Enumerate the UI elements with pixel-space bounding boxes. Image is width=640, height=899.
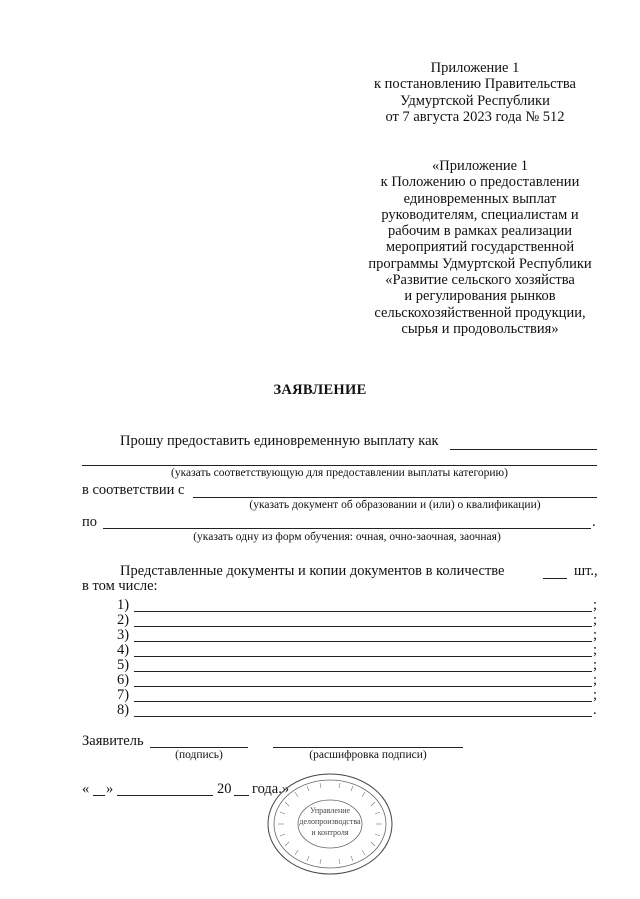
- header-line: руководителям, специалистам и: [381, 206, 579, 223]
- header-line: к Положению о предоставлении: [380, 174, 580, 191]
- header-line: к постановлению Правительства: [374, 76, 576, 93]
- category-field[interactable]: [450, 449, 597, 450]
- document-item-field[interactable]: [134, 686, 592, 687]
- education-document-field[interactable]: [193, 497, 597, 498]
- date-year-suffix: года.»: [252, 781, 290, 797]
- list-item-number: 7): [117, 687, 130, 703]
- header-line: рабочим в рамках реализации: [387, 223, 573, 240]
- list-item-number: 1): [117, 597, 130, 613]
- list-item-end: ;: [593, 642, 598, 658]
- list-item-end: ;: [593, 672, 598, 688]
- list-item-number: 6): [117, 672, 130, 688]
- signature-field[interactable]: [150, 747, 248, 748]
- header-line: сырья и продовольствия»: [401, 320, 559, 337]
- document-item-field[interactable]: [134, 671, 592, 672]
- date-year-prefix: 20: [217, 781, 232, 797]
- study-form-field[interactable]: [103, 528, 591, 529]
- document-item-field[interactable]: [134, 641, 592, 642]
- category-hint: (указать соответствующую для предоставлении выплаты категорию): [171, 467, 508, 479]
- official-seal: [265, 772, 395, 876]
- date-day-field[interactable]: [93, 795, 105, 796]
- study-form-hint: (указать одну из форм обучения: очная, очно-заочная, заочная): [193, 531, 501, 543]
- header-line: от 7 августа 2023 года № 512: [385, 108, 565, 125]
- request-text: Прошу предоставить единовременную выплату как: [120, 433, 439, 449]
- list-item-number: 3): [117, 627, 130, 643]
- list-item-number: 5): [117, 657, 130, 673]
- list-item-number: 8): [117, 702, 130, 718]
- documents-unit: шт.,: [574, 563, 598, 579]
- signature-hint: (подпись): [175, 749, 223, 761]
- documents-text: Представленные документы и копии документов в количестве: [120, 563, 505, 579]
- list-item-end: ;: [593, 657, 598, 673]
- document-title: ЗАЯВЛЕНИЕ: [273, 382, 367, 398]
- study-form-prefix: по: [82, 514, 98, 530]
- header-line: «Приложение 1: [432, 158, 528, 174]
- header-line: единовременных выплат: [403, 190, 557, 207]
- header-line: «Развитие сельского хозяйства: [385, 272, 575, 289]
- seal-graphic: [265, 772, 395, 876]
- study-form-end: .: [592, 514, 596, 530]
- education-document-hint: (указать документ об образовании и (или) о квалификации): [249, 499, 541, 511]
- seal-text-line: Управление: [309, 806, 351, 815]
- document-item-field[interactable]: [134, 611, 592, 612]
- date-year-field[interactable]: [234, 795, 249, 796]
- seal-text-line: делопроизводства: [299, 817, 361, 826]
- document-prefix: в соответствии с: [82, 482, 185, 498]
- signature-decode-hint: (расшифровка подписи): [309, 749, 427, 761]
- header-line: Приложение 1: [430, 60, 520, 76]
- document-item-field[interactable]: [134, 701, 592, 702]
- list-item-end: ;: [593, 687, 598, 703]
- appendix-header-decree: [340, 60, 610, 125]
- header-line: программы Удмуртской Республики: [368, 255, 592, 272]
- appendix-header-regulation: [345, 158, 615, 337]
- date-quote-open: «: [82, 781, 90, 797]
- date-quote-close: »: [106, 781, 114, 797]
- document-item-field[interactable]: [134, 626, 592, 627]
- list-item-end: ;: [593, 612, 598, 628]
- list-item-end: .: [593, 702, 597, 718]
- document-item-field[interactable]: [134, 656, 592, 657]
- applicant-label: Заявитель: [82, 733, 144, 749]
- header-line: мероприятий государственной: [385, 239, 575, 256]
- header-line: Удмуртской Республики: [400, 92, 550, 109]
- list-item-number: 2): [117, 612, 130, 628]
- list-item-end: ;: [593, 597, 598, 613]
- seal-text-line: и контроля: [311, 828, 349, 837]
- header-line: сельскохозяйственной продукции,: [374, 304, 586, 321]
- category-field-continued[interactable]: [82, 465, 597, 466]
- header-line: и регулирования рынков: [404, 288, 556, 305]
- signature-decode-field[interactable]: [273, 747, 463, 748]
- document-item-field[interactable]: [134, 716, 592, 717]
- documents-including: в том числе:: [82, 578, 158, 594]
- date-month-field[interactable]: [117, 795, 213, 796]
- list-item-end: ;: [593, 627, 598, 643]
- list-item-number: 4): [117, 642, 130, 658]
- documents-count-field[interactable]: [543, 578, 567, 579]
